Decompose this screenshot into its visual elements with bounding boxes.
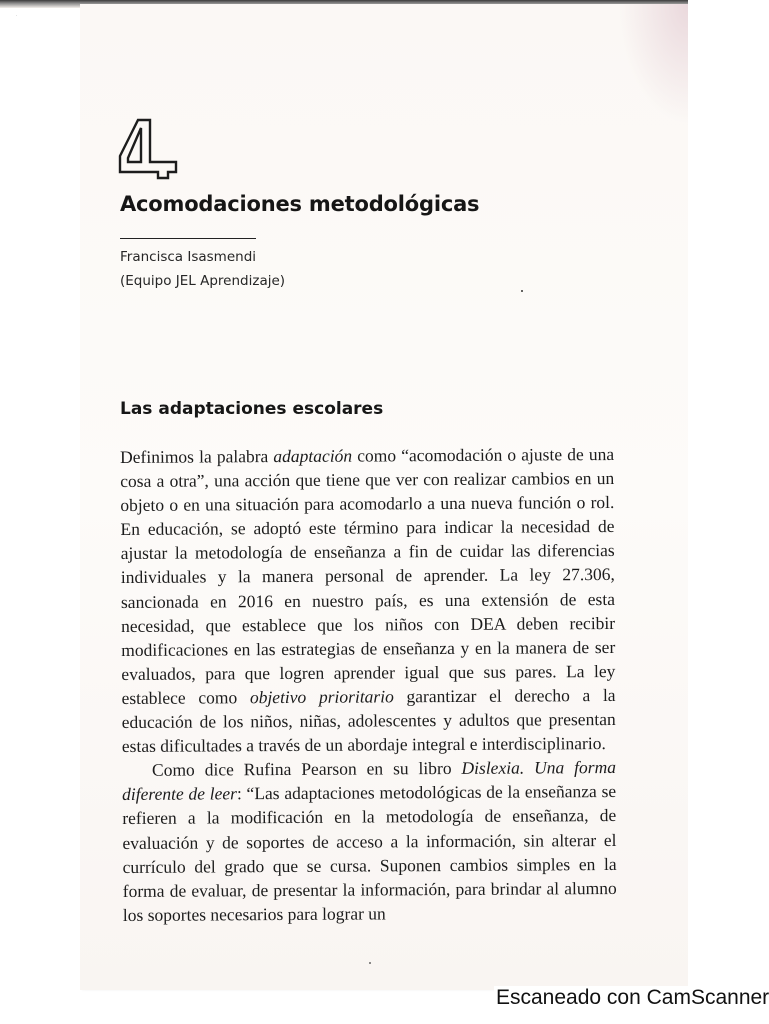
chapter-number-graphic [16,16,180,180]
page-shadow [618,4,688,124]
book-title: Dislexia. Una forma diferente de leer [122,757,617,805]
paragraph-1-text-b: como “acomodación o ajuste de una cosa a otra”, una acción que tiene que ver con realizar cambios en un objeto o en una situación para acomodarlo a una nueva función o rol. En educación, se adoptó este término para indicar la necesidad de ajustar la metodología de enseñanza a fin de cuidar las diferencias individuales y la manera personal de aprender. La ley 27.306, sancionada en 2016 en nuestro país, es una extensión de esta necesidad, que establece que los niños con DEA deben recibir modificaciones en las estrategias de enseñanza y en la manera de ser evaluados, para que logren aprender igual que sus pares. La ley establece como [120,443,616,708]
speck [369,962,371,964]
paragraph-1-emphasis-b: objetivo prioritario [249,686,394,708]
chapter-number-4-outline [120,120,176,178]
paragraph-1-text-a: Definimos la palabra [120,446,274,467]
chapter-number-4-inner [128,128,141,162]
paragraph-2 [122,755,617,927]
section-title: Las adaptaciones escolares [120,399,384,419]
speck [521,290,523,292]
scanner-watermark: Escaneado con CamScanner [496,986,769,1009]
paragraph-2-text-a: Como dice Rufina Pearson en su libro [151,758,462,781]
chapter-number: 4 [16,16,17,17]
paragraph-1 [120,442,616,758]
scan-margin [688,0,768,990]
paragraph-1-text-c: garantizar el derecho a la educación de los niños, niñas, adolescentes y adultos que presentan estas dificultades a través de un abordaje integral e interdisciplinario. [121,684,616,757]
paragraph-2-text-b: : “Las adaptaciones metodológicas de la enseñanza se refieren a la modificación en la metodología de enseñanza, de evaluación y de soportes de acceso a la información, sin alterar el currículo del grado que se cursa. Suponen cambios simples en la forma de evaluar, de presentar la información, para brindar al alumno los soportes necesarios para lograr un [122,781,617,925]
body-text [120,442,617,927]
author-name: Francisca Isasmendi [120,249,257,265]
author-affiliation: (Equipo JEL Aprendizaje) [120,273,286,289]
chapter-title: Acomodaciones metodológicas [120,192,480,216]
author-divider [120,238,256,239]
paragraph-1-emphasis-a: adaptación [273,445,353,467]
